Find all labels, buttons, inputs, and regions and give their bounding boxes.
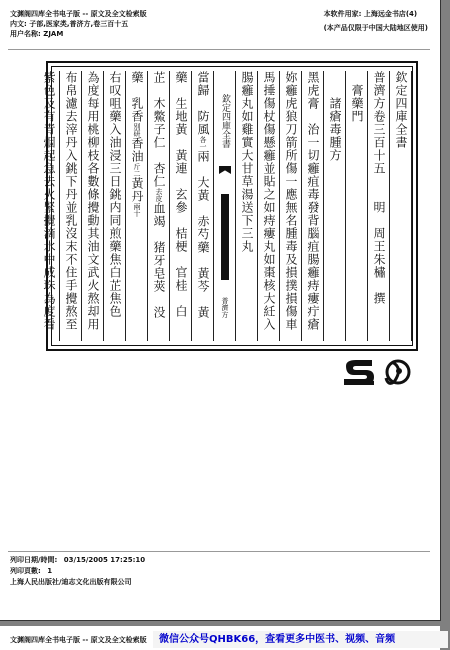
text-frame	[42, 61, 418, 351]
watermark-banner: 微信公众号QHBK66，查看更多中医书、视频、音频	[153, 631, 448, 648]
footer	[10, 555, 149, 588]
text-column-4: 諸瘡毒腫方	[324, 71, 346, 341]
text-column-1: 欽定四庫全書	[390, 71, 412, 341]
text-column-8: 腸癰丸如雞實大甘草湯送下三丸	[236, 71, 258, 341]
next-page-header: 文渊阁四库全书电子版 -- 原文及全文检索版	[10, 636, 147, 644]
text-column-9: 當歸 防風各一兩 大黃 赤芍藥 黃芩 黃	[192, 71, 214, 341]
text-column-11: 芷 木鱉子仁 杏仁去皮血竭 猪牙皂莢 没	[148, 71, 170, 341]
print-datetime	[10, 555, 149, 566]
text-column-13: 右叹咀藥入油浸三日銚内同煎藥焦白芷焦色	[104, 71, 126, 341]
header-left	[10, 9, 147, 39]
user-label: 用户名称:	[10, 30, 41, 38]
header-content-path: 内文: 子部,医家类,普济方,卷三百十五	[10, 20, 129, 28]
text-column-3: 膏藥門	[346, 71, 368, 341]
fishtail-banner	[214, 71, 236, 341]
text-column-15: 布帛濾去滓丹入銚下丹並乳沒末不住手攪熬至	[60, 71, 82, 341]
text-column-14: 為度每用桃柳枝各數條攪動其油文武火熬却用	[82, 71, 104, 341]
banner-subtitle: 普濟方	[221, 297, 229, 318]
banner-bar	[221, 194, 229, 280]
text-frame-inner	[42, 66, 413, 346]
header-title: 文渊阁四库全书电子版 -- 原文及全文检索版	[10, 10, 147, 18]
print-datetime-label: 列印日期/時間:	[10, 556, 58, 564]
footer-divider	[8, 551, 430, 552]
publisher-logo-icon	[342, 358, 416, 388]
text-column-5: 黑虎膏 治一切癰疽毒發背腦疽腸癰痔瘻疔瘡	[302, 71, 324, 341]
header-divider	[8, 49, 430, 50]
text-column-16: 紫色及有青烟起急去火緊攪滴水中成珠為度看	[49, 71, 60, 341]
text-column-2: 普濟方卷三百十五 明 周王朱橚 撰	[368, 71, 390, 341]
licensee: 本软件用家: 上海远金书店(4)	[323, 10, 418, 18]
print-datetime-value: 03/15/2005 17:25:10	[63, 556, 146, 564]
print-pages-value: 1	[47, 567, 53, 575]
text-column-7: 馬捶傷杖傷懸癰並貼之如痔瘻丸如棗核大紝入	[258, 71, 280, 341]
print-pages	[10, 566, 149, 577]
header-user	[10, 29, 147, 39]
region-restriction: (本产品仅限于中国大陆地区使用)	[323, 24, 428, 32]
header-right	[324, 9, 428, 33]
text-column-6: 妳癰虎狼刀箭所傷一應無名腫毒及損撲損傷車	[280, 71, 302, 341]
banner-title: 欽定四庫全書	[220, 94, 230, 148]
user-name: ZJAM	[43, 30, 64, 38]
publisher: 上海人民出版社/迪志文化出版有限公司	[10, 578, 132, 586]
fishtail-mark	[219, 166, 231, 174]
text-column-12: 藥 乳香別研香油斤二黃丹兩十	[126, 71, 148, 341]
text-column-10: 藥 生地黃 黃連 玄參 桔梗 官桂 白	[170, 71, 192, 341]
print-pages-label: 列印頁數:	[10, 567, 41, 575]
